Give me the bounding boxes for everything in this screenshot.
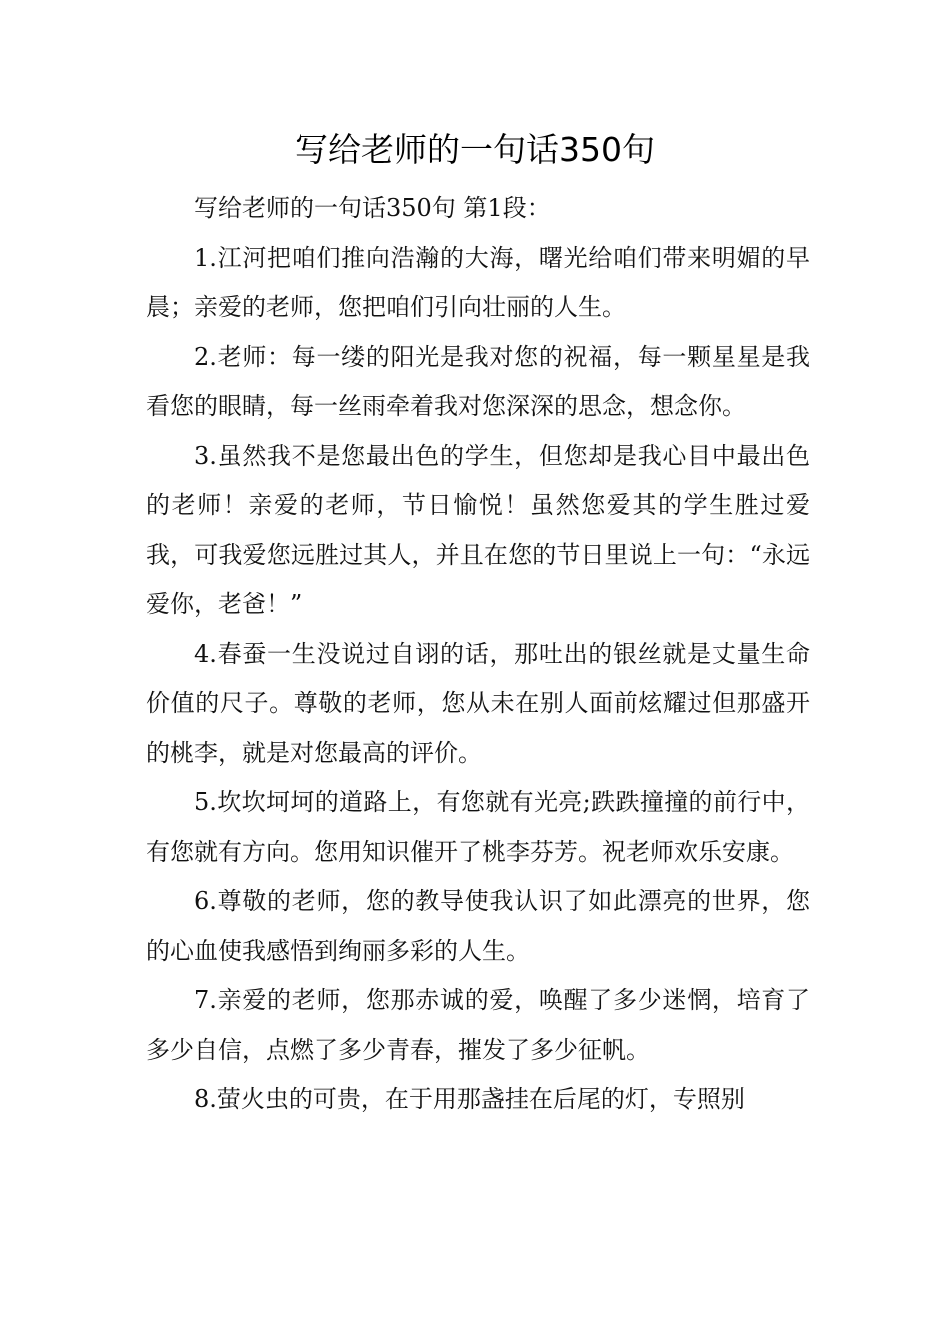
paragraph-1: 1.江河把咱们推向浩瀚的大海，曙光给咱们带来明媚的早晨；亲爱的老师，您把咱们引向壮丽的人生。 <box>146 243 810 321</box>
paragraph-6: 6.尊敬的老师，您的教导使我认识了如此漂亮的世界，您的心血使我感悟到绚丽多彩的人生。 <box>146 887 810 965</box>
paragraph-2: 2.老师：每一缕的阳光是我对您的祝福，每一颗星星是我看您的眼睛，每一丝雨牵着我对您深深的思念，想念你。 <box>146 342 810 420</box>
document-title: 写给老师的一句话350句 <box>295 130 655 169</box>
paragraph-5: 5.坎坎坷坷的道路上，有您就有光亮;跌跌撞撞的前行中，有您就有方向。您用知识催开了桃李芬芳。祝老师欢乐安康。 <box>146 788 810 866</box>
document-body <box>146 184 810 1125</box>
paragraph-7: 7.亲爱的老师，您那赤诚的爱，唤醒了多少迷惘，培育了多少自信，点燃了多少青春，摧发了多少征帆。 <box>146 986 810 1064</box>
paragraph-8: 8.萤火虫的可贵，在于用那盏挂在后尾的灯，专照别 <box>194 1085 745 1113</box>
paragraph-4: 4.春蚕一生没说过自诩的话，那吐出的银丝就是丈量生命价值的尺子。尊敬的老师，您从未在别人面前炫耀过但那盛开的桃李，就是对您最高的评价。 <box>146 639 810 767</box>
section-intro: 写给老师的一句话350句 第1段： <box>194 194 551 222</box>
paragraph-3: 3.虽然我不是您最出色的学生，但您却是我心目中最出色的老师！亲爱的老师，节日愉悦！虽然您爱其的学生胜过爱我，可我爱您远胜过其人，并且在您的节日里说上一句：“永远爱你，老爸！” <box>146 441 810 618</box>
